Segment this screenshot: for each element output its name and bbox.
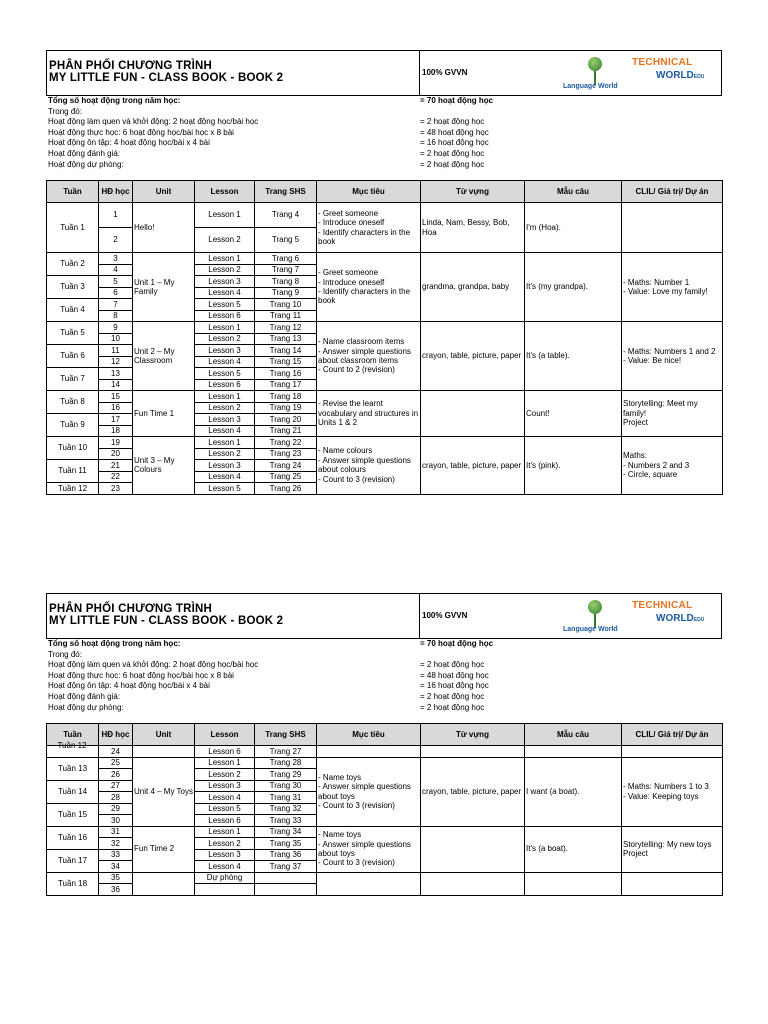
trang-cell bbox=[255, 872, 317, 884]
lesson-cell: Lesson 4 bbox=[195, 356, 255, 368]
col-hd-hoc-header: HĐ học bbox=[99, 181, 133, 203]
trang-cell: Trang 20 bbox=[255, 414, 317, 426]
table-row bbox=[47, 746, 723, 758]
trang-cell: Trang 27 bbox=[255, 746, 317, 758]
stat-label: Hoạt động làm quen và khởi động: 2 hoạt động học/bài học bbox=[48, 660, 259, 670]
tu-vung-cell bbox=[421, 872, 525, 895]
week-cell: Tuần 17 bbox=[47, 849, 99, 872]
hd-cell: 8 bbox=[99, 310, 133, 322]
hd-cell: 1 bbox=[99, 203, 133, 228]
table-row bbox=[47, 391, 723, 403]
week-cell: Tuần 16 bbox=[47, 826, 99, 849]
language-world-logo bbox=[563, 55, 625, 93]
week-cell: Tuần 1 bbox=[47, 203, 99, 253]
week-cell: Tuần 5 bbox=[47, 322, 99, 345]
lesson-cell: Lesson 1 bbox=[195, 322, 255, 334]
stat-value: = 70 hoạt động học bbox=[420, 96, 494, 105]
lesson-cell: Lesson 1 bbox=[195, 826, 255, 838]
lesson-cell: Lesson 2 bbox=[195, 448, 255, 460]
week-cell: Tuần 4 bbox=[47, 299, 99, 322]
trang-cell: Trang 37 bbox=[255, 861, 317, 873]
title-line-2: MY LITTLE FUN - CLASS BOOK - BOOK 2 bbox=[49, 615, 284, 627]
trang-cell: Trang 31 bbox=[255, 792, 317, 804]
stat-row bbox=[46, 660, 722, 671]
mau-cau-cell: It's (a table). bbox=[525, 322, 622, 391]
trang-cell: Trang 21 bbox=[255, 425, 317, 437]
hd-cell: 34 bbox=[99, 861, 133, 873]
stat-label: Trong đó: bbox=[48, 649, 82, 659]
hd-cell: 24 bbox=[99, 746, 133, 758]
week-cell: Tuần 6 bbox=[47, 345, 99, 368]
hd-cell: 32 bbox=[99, 838, 133, 850]
mau-cau-cell: I'm (Hoa). bbox=[525, 203, 622, 253]
stat-value: = 2 hoạt động học bbox=[420, 148, 485, 158]
clil-cell: Storytelling: My new toys Project bbox=[622, 826, 723, 872]
stat-label: Tổng số hoạt động trong năm học: bbox=[48, 96, 181, 105]
stat-row bbox=[46, 650, 722, 661]
trang-cell: Trang 36 bbox=[255, 849, 317, 861]
hd-cell: 6 bbox=[99, 287, 133, 299]
clil-cell bbox=[622, 872, 723, 895]
unit-cell: Fun Time 1 bbox=[133, 391, 195, 437]
stat-row bbox=[46, 703, 722, 714]
stat-label: Hoạt động đánh giá: bbox=[48, 691, 121, 701]
gvvn-label: 100% GVVN bbox=[422, 68, 468, 77]
trang-cell: Trang 5 bbox=[255, 228, 317, 253]
logo-right-line1: TECHNICAL bbox=[632, 57, 693, 68]
lesson-cell: Lesson 6 bbox=[195, 310, 255, 322]
stat-label: Hoạt động ôn tập: 4 hoạt động học/bài x 4 bài bbox=[48, 681, 210, 691]
hd-cell: 16 bbox=[99, 402, 133, 414]
lesson-cell: Lesson 3 bbox=[195, 414, 255, 426]
stat-row bbox=[46, 639, 722, 650]
week-cell: Tuần 8 bbox=[47, 391, 99, 414]
title-line-2: MY LITTLE FUN - CLASS BOOK - BOOK 2 bbox=[49, 72, 284, 84]
mau-cau-cell: It's (pink). bbox=[525, 437, 622, 495]
trang-cell: Trang 19 bbox=[255, 402, 317, 414]
lesson-cell: Lesson 5 bbox=[195, 483, 255, 495]
trang-cell: Trang 13 bbox=[255, 333, 317, 345]
stat-value: = 2 hoạt động học bbox=[420, 660, 485, 670]
col-unit-header: Unit bbox=[133, 181, 195, 203]
lesson-cell: Lesson 4 bbox=[195, 425, 255, 437]
trang-cell: Trang 12 bbox=[255, 322, 317, 334]
stat-value: = 70 hoạt động học bbox=[420, 639, 494, 648]
trang-cell: Trang 30 bbox=[255, 780, 317, 792]
unit-cell bbox=[133, 746, 195, 758]
lesson-cell bbox=[195, 884, 255, 896]
technical-world-logo bbox=[632, 597, 712, 633]
stat-row bbox=[46, 692, 722, 703]
table-row bbox=[47, 757, 723, 769]
trang-cell: Trang 10 bbox=[255, 299, 317, 311]
trang-cell: Trang 22 bbox=[255, 437, 317, 449]
page-block-1 bbox=[46, 50, 722, 493]
trang-cell: Trang 24 bbox=[255, 460, 317, 472]
lesson-cell: Lesson 3 bbox=[195, 849, 255, 861]
trang-cell: Trang 18 bbox=[255, 391, 317, 403]
trang-cell: Trang 15 bbox=[255, 356, 317, 368]
clil-cell: - Maths: Number 1 - Value: Love my family! bbox=[622, 253, 723, 322]
col-clil-header: CLIL/ Giá trị/ Dự án bbox=[622, 724, 723, 746]
schedule-table-2 bbox=[46, 723, 723, 896]
week-cell: Tuần 3 bbox=[47, 276, 99, 299]
logo-right-suffix: EDU bbox=[693, 74, 705, 80]
lesson-cell: Lesson 5 bbox=[195, 368, 255, 380]
muc-tieu-cell: - Revise the learnt vocabulary and structures in Units 1 & 2 bbox=[317, 391, 421, 437]
week-cell: Tuần 12 bbox=[47, 483, 99, 495]
hd-cell: 36 bbox=[99, 884, 133, 896]
hd-cell: 12 bbox=[99, 356, 133, 368]
tu-vung-cell: crayon, table, picture, paper bbox=[421, 437, 525, 495]
col-tuan-header: Tuần bbox=[47, 181, 99, 203]
mau-cau-cell: I want (a boat). bbox=[525, 757, 622, 826]
gvvn-label: 100% GVVN bbox=[422, 611, 468, 620]
page-title bbox=[49, 603, 283, 627]
hd-cell: 35 bbox=[99, 872, 133, 884]
tu-vung-cell: crayon, table, picture, paper bbox=[421, 757, 525, 826]
muc-tieu-cell: - Name toys - Answer simple questions about toys - Count to 3 (revision) bbox=[317, 757, 421, 826]
stat-value: = 2 hoạt động học bbox=[420, 702, 485, 712]
stat-row bbox=[46, 671, 722, 682]
table-1-clip bbox=[46, 180, 723, 493]
tu-vung-cell bbox=[421, 746, 525, 758]
logo-right-line2: WORLD bbox=[656, 70, 694, 81]
col-trang-shs-header: Trang SHS bbox=[255, 181, 317, 203]
muc-tieu-cell bbox=[317, 872, 421, 895]
stat-value: = 2 hoạt động học bbox=[420, 117, 485, 127]
table-row bbox=[47, 872, 723, 884]
col-muc-tieu-header: Mục tiêu bbox=[317, 724, 421, 746]
hd-cell: 26 bbox=[99, 769, 133, 781]
trang-cell: Trang 14 bbox=[255, 345, 317, 357]
trang-cell: Trang 6 bbox=[255, 253, 317, 265]
stat-label: Hoạt động thực học: 6 hoạt động học/bài học x 8 bài bbox=[48, 670, 234, 680]
stat-row bbox=[46, 107, 722, 118]
hd-cell: 27 bbox=[99, 780, 133, 792]
page-title bbox=[49, 60, 283, 84]
unit-cell: Hello! bbox=[133, 203, 195, 253]
hd-cell: 29 bbox=[99, 803, 133, 815]
hd-cell: 33 bbox=[99, 849, 133, 861]
hd-cell: 5 bbox=[99, 276, 133, 288]
unit-cell: Unit 1 – My Family bbox=[133, 253, 195, 322]
stats-summary bbox=[46, 639, 722, 713]
col-mau-cau-header: Mẫu câu bbox=[525, 181, 622, 203]
muc-tieu-cell: - Greet someone - Introduce oneself - Identify characters in the book bbox=[317, 253, 421, 322]
stat-row bbox=[46, 128, 722, 139]
lesson-cell: Lesson 6 bbox=[195, 815, 255, 827]
week-cell: Tuần 10 bbox=[47, 437, 99, 460]
trang-cell: Trang 23 bbox=[255, 448, 317, 460]
lesson-cell: Lesson 4 bbox=[195, 861, 255, 873]
hd-cell: 4 bbox=[99, 264, 133, 276]
col-clil-header: CLIL/ Giá trị/ Dự án bbox=[622, 181, 723, 203]
lesson-cell: Lesson 3 bbox=[195, 345, 255, 357]
title-line-1: PHÂN PHỐI CHƯƠNG TRÌNH bbox=[49, 60, 213, 72]
divider bbox=[419, 51, 420, 95]
col-lesson-header: Lesson bbox=[195, 724, 255, 746]
table-row bbox=[47, 253, 723, 265]
stat-value: = 16 hoạt động học bbox=[420, 681, 489, 691]
stat-row bbox=[46, 138, 722, 149]
lesson-cell: Lesson 4 bbox=[195, 792, 255, 804]
trang-cell: Trang 16 bbox=[255, 368, 317, 380]
stat-label: Hoạt động ôn tập: 4 hoạt động học/bài x 4 bài bbox=[48, 138, 210, 148]
logo-right-line2-wrap bbox=[656, 70, 704, 81]
trang-cell: Trang 32 bbox=[255, 803, 317, 815]
unit-cell: Unit 2 – My Classroom bbox=[133, 322, 195, 391]
trang-cell bbox=[255, 884, 317, 896]
clil-cell: - Maths: Numbers 1 and 2 - Value: Be nice! bbox=[622, 322, 723, 391]
lesson-cell: Lesson 4 bbox=[195, 471, 255, 483]
technical-world-logo bbox=[632, 54, 712, 90]
col-lesson-header: Lesson bbox=[195, 181, 255, 203]
stat-row bbox=[46, 96, 722, 107]
tu-vung-cell: Linda, Nam, Bessy, Bob, Hoa bbox=[421, 203, 525, 253]
hd-cell: 25 bbox=[99, 757, 133, 769]
trang-cell: Trang 26 bbox=[255, 483, 317, 495]
mau-cau-cell bbox=[525, 746, 622, 758]
week-cell: Tuần 7 bbox=[47, 368, 99, 391]
trang-cell: Trang 34 bbox=[255, 826, 317, 838]
unit-cell: Fun Time 2 bbox=[133, 826, 195, 872]
stat-row bbox=[46, 681, 722, 692]
title-line-1: PHÂN PHỐI CHƯƠNG TRÌNH bbox=[49, 603, 213, 615]
lesson-cell: Lesson 2 bbox=[195, 769, 255, 781]
lesson-cell: Lesson 6 bbox=[195, 746, 255, 758]
hd-cell: 18 bbox=[99, 425, 133, 437]
lesson-cell: Lesson 2 bbox=[195, 838, 255, 850]
clil-cell bbox=[622, 203, 723, 253]
lesson-cell: Lesson 1 bbox=[195, 437, 255, 449]
stat-value: = 16 hoạt động học bbox=[420, 138, 489, 148]
lesson-cell: Lesson 5 bbox=[195, 803, 255, 815]
hd-cell: 3 bbox=[99, 253, 133, 265]
trang-cell: Trang 4 bbox=[255, 203, 317, 228]
hd-cell: 19 bbox=[99, 437, 133, 449]
col-muc-tieu-header: Mục tiêu bbox=[317, 181, 421, 203]
trang-cell: Trang 35 bbox=[255, 838, 317, 850]
lesson-cell: Lesson 1 bbox=[195, 757, 255, 769]
lesson-cell: Lesson 1 bbox=[195, 391, 255, 403]
unit-cell: Unit 4 – My Toys bbox=[133, 757, 195, 826]
stat-value: = 48 hoạt động học bbox=[420, 670, 489, 680]
schedule-table-1 bbox=[46, 180, 723, 495]
stat-value: = 2 hoạt động học bbox=[420, 159, 485, 169]
mau-cau-cell: It's (a boat). bbox=[525, 826, 622, 872]
divider bbox=[419, 594, 420, 638]
lesson-cell: Lesson 2 bbox=[195, 228, 255, 253]
page-block-2 bbox=[46, 593, 722, 894]
lesson-cell: Dự phòng bbox=[195, 872, 255, 884]
week-cell: Tuần 18 bbox=[47, 872, 99, 895]
clil-cell: - Maths: Numbers 1 to 3 - Value: Keeping toys bbox=[622, 757, 723, 826]
logo-right-line1: TECHNICAL bbox=[632, 600, 693, 611]
stat-value: = 48 hoạt động học bbox=[420, 127, 489, 137]
mau-cau-cell: Count! bbox=[525, 391, 622, 437]
week-cell: Tuần 14 bbox=[47, 780, 99, 803]
muc-tieu-cell: - Name colours - Answer simple questions about colours - Count to 3 (revision) bbox=[317, 437, 421, 495]
trang-cell: Trang 7 bbox=[255, 264, 317, 276]
stat-row bbox=[46, 160, 722, 171]
hd-cell: 31 bbox=[99, 826, 133, 838]
trang-cell: Trang 25 bbox=[255, 471, 317, 483]
lesson-cell: Lesson 2 bbox=[195, 333, 255, 345]
muc-tieu-cell: - Name toys - Answer simple questions about toys - Count to 3 (revision) bbox=[317, 826, 421, 872]
mau-cau-cell: It's (my grandpa). bbox=[525, 253, 622, 322]
col-tu-vung-header: Từ vựng bbox=[421, 181, 525, 203]
partial-week-label: Tuần 12 bbox=[57, 741, 87, 750]
hd-cell: 15 bbox=[99, 391, 133, 403]
hd-cell: 11 bbox=[99, 345, 133, 357]
hd-cell: 13 bbox=[99, 368, 133, 380]
week-cell: Tuần 13 bbox=[47, 757, 99, 780]
hd-cell: 30 bbox=[99, 815, 133, 827]
trang-cell: Trang 33 bbox=[255, 815, 317, 827]
lesson-cell: Lesson 2 bbox=[195, 402, 255, 414]
lesson-cell: Lesson 5 bbox=[195, 299, 255, 311]
lesson-cell: Lesson 6 bbox=[195, 379, 255, 391]
table-row bbox=[47, 826, 723, 838]
stat-value: = 2 hoạt động học bbox=[420, 691, 485, 701]
header-box bbox=[46, 593, 722, 639]
logo-left-text: Language World bbox=[563, 83, 618, 90]
hd-cell: 20 bbox=[99, 448, 133, 460]
unit-cell: Unit 3 – My Colours bbox=[133, 437, 195, 495]
hd-cell: 10 bbox=[99, 333, 133, 345]
hd-cell: 21 bbox=[99, 460, 133, 472]
header-box bbox=[46, 50, 722, 96]
stats-summary bbox=[46, 96, 722, 170]
lesson-cell: Lesson 3 bbox=[195, 276, 255, 288]
lesson-cell: Lesson 3 bbox=[195, 460, 255, 472]
lesson-cell: Lesson 1 bbox=[195, 253, 255, 265]
col-unit-header: Unit bbox=[133, 724, 195, 746]
week-cell: Tuần 9 bbox=[47, 414, 99, 437]
tu-vung-cell: grandma, grandpa, baby bbox=[421, 253, 525, 322]
trang-cell: Trang 28 bbox=[255, 757, 317, 769]
trang-cell: Trang 29 bbox=[255, 769, 317, 781]
trang-cell: Trang 9 bbox=[255, 287, 317, 299]
week-cell: Tuần 11 bbox=[47, 460, 99, 483]
hd-cell: 23 bbox=[99, 483, 133, 495]
tu-vung-cell bbox=[421, 826, 525, 872]
clil-cell bbox=[622, 746, 723, 758]
tu-vung-cell: crayon, table, picture, paper bbox=[421, 322, 525, 391]
hd-cell: 22 bbox=[99, 471, 133, 483]
trang-cell: Trang 8 bbox=[255, 276, 317, 288]
tu-vung-cell bbox=[421, 391, 525, 437]
stat-row bbox=[46, 149, 722, 160]
unit-cell bbox=[133, 872, 195, 895]
muc-tieu-cell: - Name classroom items - Answer simple questions about classroom items - Count to 2 (revision) bbox=[317, 322, 421, 391]
lesson-cell: Lesson 4 bbox=[195, 287, 255, 299]
clil-cell: Maths: - Numbers 2 and 3 - Circle, square bbox=[622, 437, 723, 495]
lesson-cell: Lesson 1 bbox=[195, 203, 255, 228]
stat-label: Hoạt động làm quen và khởi động: 2 hoạt động học/bài học bbox=[48, 117, 259, 127]
col-tu-vung-header: Từ vựng bbox=[421, 724, 525, 746]
hd-cell: 9 bbox=[99, 322, 133, 334]
muc-tieu-cell: - Greet someone - Introduce oneself - Identify characters in the book bbox=[317, 203, 421, 253]
table-row bbox=[47, 322, 723, 334]
table-2-clip bbox=[46, 723, 723, 1003]
hd-cell: 7 bbox=[99, 299, 133, 311]
stat-label: Hoạt động thực học: 6 hoạt động học/bài học x 8 bài bbox=[48, 127, 234, 137]
col-mau-cau-header: Mẫu câu bbox=[525, 724, 622, 746]
logo-right-suffix: EDU bbox=[693, 617, 705, 623]
logo-right-line2-wrap bbox=[656, 613, 704, 624]
globe-icon bbox=[588, 600, 602, 614]
lesson-cell: Lesson 2 bbox=[195, 264, 255, 276]
stat-label: Hoạt động dự phòng: bbox=[48, 702, 124, 712]
trang-cell: Trang 17 bbox=[255, 379, 317, 391]
mau-cau-cell bbox=[525, 872, 622, 895]
stat-label: Trong đó: bbox=[48, 106, 82, 116]
hd-cell: 14 bbox=[99, 379, 133, 391]
language-world-logo bbox=[563, 598, 625, 636]
table-row bbox=[47, 203, 723, 228]
logo-left-text: Language World bbox=[563, 626, 618, 633]
header-row bbox=[47, 181, 723, 203]
header-row bbox=[47, 724, 723, 746]
hd-cell: 17 bbox=[99, 414, 133, 426]
clil-cell: Storytelling: Meet my family! Project bbox=[622, 391, 723, 437]
stat-label: Tổng số hoạt động trong năm học: bbox=[48, 639, 181, 648]
col-trang-shs-header: Trang SHS bbox=[255, 724, 317, 746]
week-cell: Tuần 15 bbox=[47, 803, 99, 826]
stat-row bbox=[46, 117, 722, 128]
table-row bbox=[47, 437, 723, 449]
stat-label: Hoạt động đánh giá: bbox=[48, 148, 121, 158]
logo-right-line2: WORLD bbox=[656, 613, 694, 624]
week-cell: Tuần 2 bbox=[47, 253, 99, 276]
hd-cell: 2 bbox=[99, 228, 133, 253]
col-tuan-header: Tuần bbox=[47, 724, 99, 746]
lesson-cell: Lesson 3 bbox=[195, 780, 255, 792]
stat-label: Hoạt động dự phòng: bbox=[48, 159, 124, 169]
trang-cell: Trang 11 bbox=[255, 310, 317, 322]
hd-cell: 28 bbox=[99, 792, 133, 804]
muc-tieu-cell bbox=[317, 746, 421, 758]
col-hd-hoc-header: HĐ học bbox=[99, 724, 133, 746]
globe-icon bbox=[588, 57, 602, 71]
